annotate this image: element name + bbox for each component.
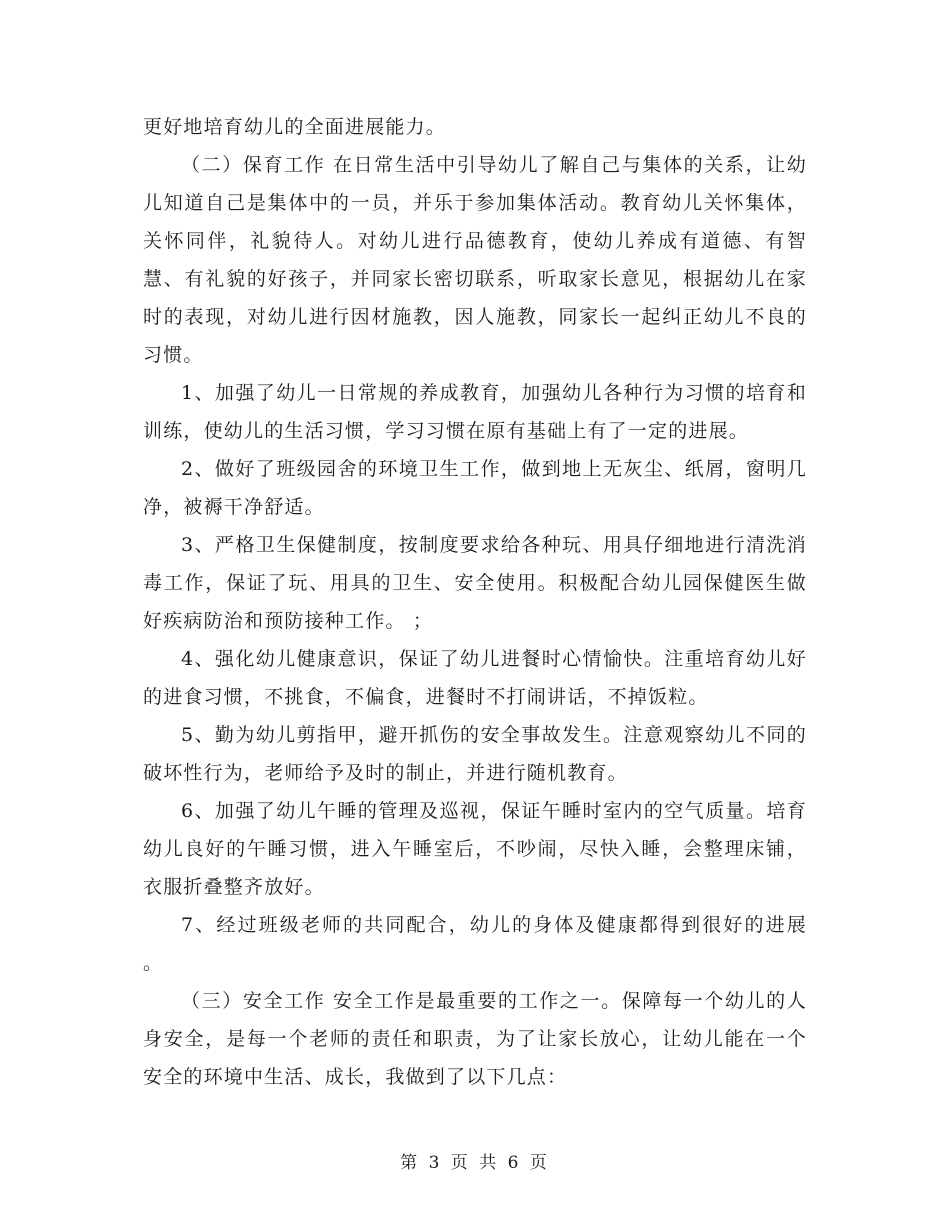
paragraph-section-care-work: （二）保育工作 在日常生活中引导幼儿了解自己与集体的关系，让幼儿知道自己是集体中的一员，并乐于参加集体活动。教育幼儿关怀集体，关怀同伴，礼貌待人。对幼儿进行品德教育，使幼儿养成有道德、有智慧、有礼貌的好孩子，并同家长密切联系，听取家长意见，根据幼儿在家时的表现，对幼儿进行因材施教，因人施教，同家长一起纠正幼儿不良的习惯。 — [143, 154, 807, 366]
paragraph-section-safety-work: （三）安全工作 安全工作是最重要的工作之一。保障每一个幼儿的人身安全，是每一个老师的责任和职责，为了让家长放心，让幼儿能在一个安全的环境中生活、成长，我做到了以下几点： — [143, 990, 807, 1088]
paragraph-item-7: 7、经过班级老师的共同配合，幼儿的身体及健康都得到很好的进展 。 — [143, 914, 807, 974]
paragraph-continuation: 更好地培育幼儿的全面进展能力。 — [143, 116, 447, 138]
paragraph-item-2: 2、做好了班级园舍的环境卫生工作，做到地上无灰尘、纸屑，窗明几净，被褥干净舒适。 — [143, 458, 807, 518]
paragraph-item-1: 1、加强了幼儿一日常规的养成教育，加强幼儿各种行为习惯的培育和训练，使幼儿的生活习惯，学习习惯在原有基础上有了一定的进展。 — [143, 382, 807, 442]
document-body — [143, 108, 807, 1096]
paragraph-item-3: 3、严格卫生保健制度，按制度要求给各种玩、用具仔细地进行清洗消毒工作，保证了玩、用具的卫生、安全使用。积极配合幼儿园保健医生做好疾病防治和预防接种工作。 ； — [143, 534, 807, 632]
page-number-footer: 第 3 页 共 6 页 — [400, 1153, 550, 1173]
paragraph-item-6: 6、加强了幼儿午睡的管理及巡视，保证午睡时室内的空气质量。培育幼儿良好的午睡习惯，进入午睡室后，不吵闹，尽快入睡，会整理床铺，衣服折叠整齐放好。 — [143, 800, 807, 898]
paragraph-item-5: 5、勤为幼儿剪指甲，避开抓伤的安全事故发生。注意观察幼儿不同的破坏性行为，老师给予及时的制止，并进行随机教育。 — [143, 724, 807, 784]
paragraph-item-4: 4、强化幼儿健康意识，保证了幼儿进餐时心情愉快。注重培育幼儿好的进食习惯，不挑食，不偏食，进餐时不打闹讲话，不掉饭粒。 — [143, 648, 807, 708]
